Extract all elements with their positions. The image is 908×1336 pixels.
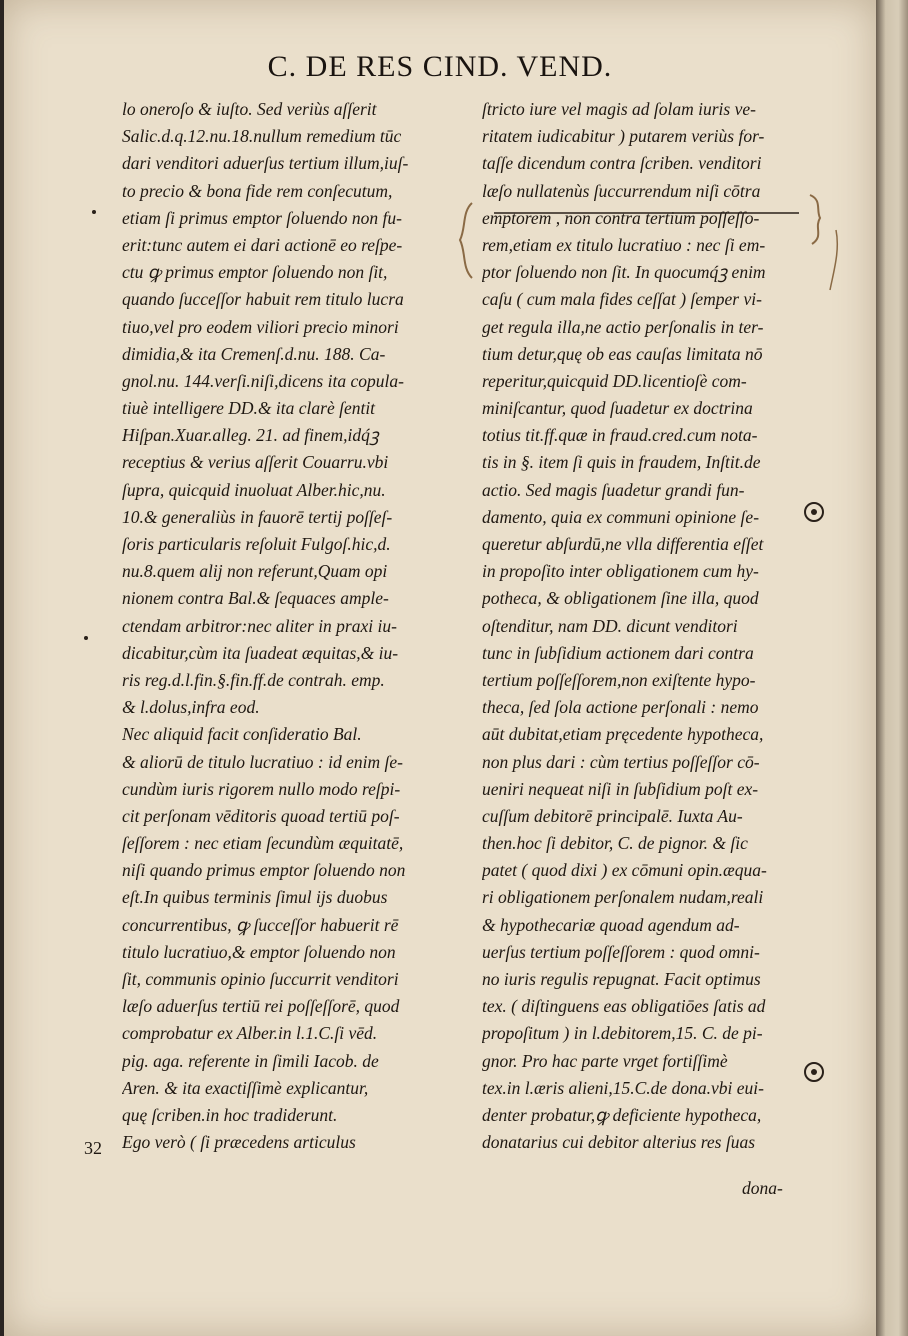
book-page <box>4 0 876 1336</box>
text-line: then.hoc ſi debitor, C. de pignor. & ſic <box>482 833 748 854</box>
text-line: comprobatur ex Alber.in l.1.C.ſi vēd. <box>122 1023 378 1044</box>
text-line: pig. aga. referente in ſimili Iacob. de <box>122 1050 379 1071</box>
text-line: ſoris particularis reſoluit Fulgoſ.hic,d. <box>122 534 391 554</box>
text-line: tis in §. item ſi quis in fraudem, Inſtit.de <box>482 452 761 473</box>
text-line: gnor. Pro hac parte vrget fortiſſimè <box>482 1050 728 1071</box>
text-line: actio. Sed magis ſuadetur grandi fun- <box>482 479 745 500</box>
text-line: niſi quando primus emptor ſoluendo non <box>122 860 406 881</box>
text-line: donatarius cui debitor alterius res ſuas <box>482 1132 756 1153</box>
text-line: ri obligationem perſonalem nudam,reali <box>482 887 764 908</box>
text-line: concurrentibus, ꝙ ſucceſſor habuerit rē <box>122 914 399 935</box>
text-line: Aren. & ita exactiſſimè explicantur, <box>122 1077 369 1098</box>
text-line: potheca, & obligationem ſine illa, quod <box>482 588 759 609</box>
text-line: receptius & verius aſſerit Couarru.vbi <box>122 452 389 473</box>
text-line: patet ( quod dixi ) ex cōmuni opin.æqua- <box>482 860 767 881</box>
text-line: & hypothecariæ quoad agendum ad- <box>482 914 740 935</box>
text-line: dari venditori aduerſus tertium illum,iuſ- <box>122 153 409 174</box>
text-line: oſtenditur, nam DD. dicunt venditori <box>482 615 738 636</box>
catchword: dona- <box>742 1178 783 1198</box>
margin-stroke-annotation <box>830 230 837 290</box>
text-line: cuſſum debitorē principalē. Iuxta Au- <box>482 805 743 826</box>
text-line: dicabitur,cùm ita ſuadeat æquitas,& iu- <box>122 642 399 663</box>
text-line: Salic.d.q.12.nu.18.nullum remedium tūc <box>122 126 402 147</box>
page-header: C. DE RES CIND. VEND. <box>267 50 613 83</box>
text-line: nu.8.quem alij non referunt,Quam opi <box>122 561 388 582</box>
text-line: rem,etiam ex titulo lucratiuo : nec ſi em- <box>482 234 766 255</box>
text-line: totius tit.ff.quæ in fraud.cred.cum nota- <box>482 425 758 446</box>
text-line: Hiſpan.Xuar.alleg. 21. ad finem,idq́ꝫ <box>122 425 379 446</box>
text-line: reperitur,quicquid DD.licentioſè com- <box>482 370 747 391</box>
text-line: ſeſſorem : nec etiam ſecundùm æquitatē, <box>122 833 404 854</box>
text-line: læſo aduerſus tertiū rei poſſeſſorē, quod <box>122 996 400 1017</box>
text-line: erit:tunc autem ei dari actionē eo reſpe- <box>122 234 403 255</box>
text-line: ptor ſoluendo non ſit. In quocumq́ꝫ enim <box>482 262 766 283</box>
text-line: theca, ſed ſola actione perſonali : nemo <box>482 697 759 718</box>
text-line: ctendam arbitror:nec aliter in praxi iu- <box>122 615 397 636</box>
text-line: læſo nullatenùs ſuccurrendum niſi cōtra <box>482 180 761 201</box>
text-line: denter probatur,ꝙ deficiente hypotheca, <box>482 1104 762 1125</box>
left-brace-annotation <box>460 203 472 278</box>
text-line: titulo lucratiuo,& emptor ſoluendo non <box>122 941 396 962</box>
text-line: quando ſucceſſor habuit rem titulo lucra <box>122 289 404 310</box>
text-line: ctu ꝙ primus emptor ſoluendo non ſit, <box>122 262 388 283</box>
text-line: to precio & bona fide rem conſecutum, <box>122 180 393 201</box>
text-line: etiam ſi primus emptor ſoluendo non fu- <box>122 207 402 228</box>
text-line: & aliorū de titulo lucratiuo : id enim ſe- <box>122 751 403 772</box>
text-line: no iuris regulis repugnat. Facit optimus <box>482 969 761 989</box>
text-line: tium detur,quę ob eas cauſas limitata nō <box>482 343 763 364</box>
text-line: propoſitum ) in l.debitorem,15. C. de pi- <box>482 1023 763 1044</box>
text-line: taſſe dicendum contra ſcriben. venditori <box>482 153 762 174</box>
text-line: lo oneroſo & iuſto. Sed veriùs aſſerit <box>122 99 377 119</box>
manuscript-annotations <box>4 0 876 1336</box>
text-line: Ego verò ( ſi præcedens articulus <box>122 1132 356 1153</box>
text-line: miniſcantur, quod ſuadetur ex doctrina <box>482 398 753 419</box>
adjacent-page-edge <box>876 0 908 1336</box>
text-line: tex.in l.æris alieni,15.C.de dona.vbi eui- <box>482 1077 764 1098</box>
text-line: tex. ( diſtinguens eas obligatiōes ſatis ad <box>482 996 766 1017</box>
text-line: dimidia,& ita Cremenſ.d.nu. 188. Ca- <box>122 343 386 364</box>
text-line: & l.dolus,infra eod. <box>122 697 260 718</box>
text-line: cundùm iuris rigorem nullo modo reſpi- <box>122 778 401 799</box>
text-line: ſit, communis opinio ſuccurrit venditori <box>122 969 399 989</box>
text-line: in propoſito inter obligationem cum hy- <box>482 561 759 582</box>
text-line: queretur abſurdū,ne vlla differentia eſſet <box>482 534 764 554</box>
text-line: get regula illa,ne actio perſonalis in ter- <box>482 316 764 337</box>
right-brace-annotation <box>810 195 820 244</box>
text-line: ſtricto iure vel magis ad ſolam iuris ve- <box>482 99 756 119</box>
text-line: emptorem , non contra tertium poſſeſſo- <box>482 207 760 228</box>
text-line: Nec aliquid facit conſideratio Bal. <box>122 724 362 745</box>
text-line: quę ſcriben.in hoc tradiderunt. <box>122 1104 338 1125</box>
folio-number: 32 <box>84 1138 102 1158</box>
text-line: caſu ( cum mala fides ceſſat ) ſemper vi- <box>482 289 762 310</box>
text-line: ſupra, quicquid inuoluat Alber.hic,nu. <box>122 479 386 500</box>
text-line: non plus dari : cùm tertius poſſeſſor cō- <box>482 751 760 772</box>
text-line: ueniri nequeat niſi in ſubſidium poſt ex- <box>482 778 759 799</box>
text-line: ritatem iudicabitur ) putarem veriùs for- <box>482 126 765 147</box>
text-line: uerſus tertium poſſeſſorem : quod omni- <box>482 941 760 962</box>
text-line: tunc in ſubſidium actionem dari contra <box>482 642 754 663</box>
text-line: tiuo,vel pro eodem viliori precio minori <box>122 316 399 337</box>
text-line: nionem contra Bal.& ſequaces ample- <box>122 588 389 609</box>
text-line: tiuè intelligere DD.& ita clarè ſentit <box>122 398 376 419</box>
text-line: aūt dubitat,etiam pręcedente hypotheca, <box>482 724 764 745</box>
text-line: cit perſonam vēditoris quoad tertiū poſ- <box>122 805 400 826</box>
text-line: 10.& generaliùs in fauorē tertij poſſeſ- <box>122 506 393 527</box>
text-line: ris reg.d.l.fin.§.fin.ff.de contrah. emp. <box>122 669 385 690</box>
text-line: eſt.In quibus terminis ſimul ijs duobus <box>122 887 388 908</box>
text-line: gnol.nu. 144.verſi.niſi,dicens ita copula- <box>122 370 404 391</box>
text-line: tertium poſſeſſorem,non exiſtente hypo- <box>482 669 756 690</box>
text-line: damento, quia ex communi opinione ſe- <box>482 506 760 527</box>
